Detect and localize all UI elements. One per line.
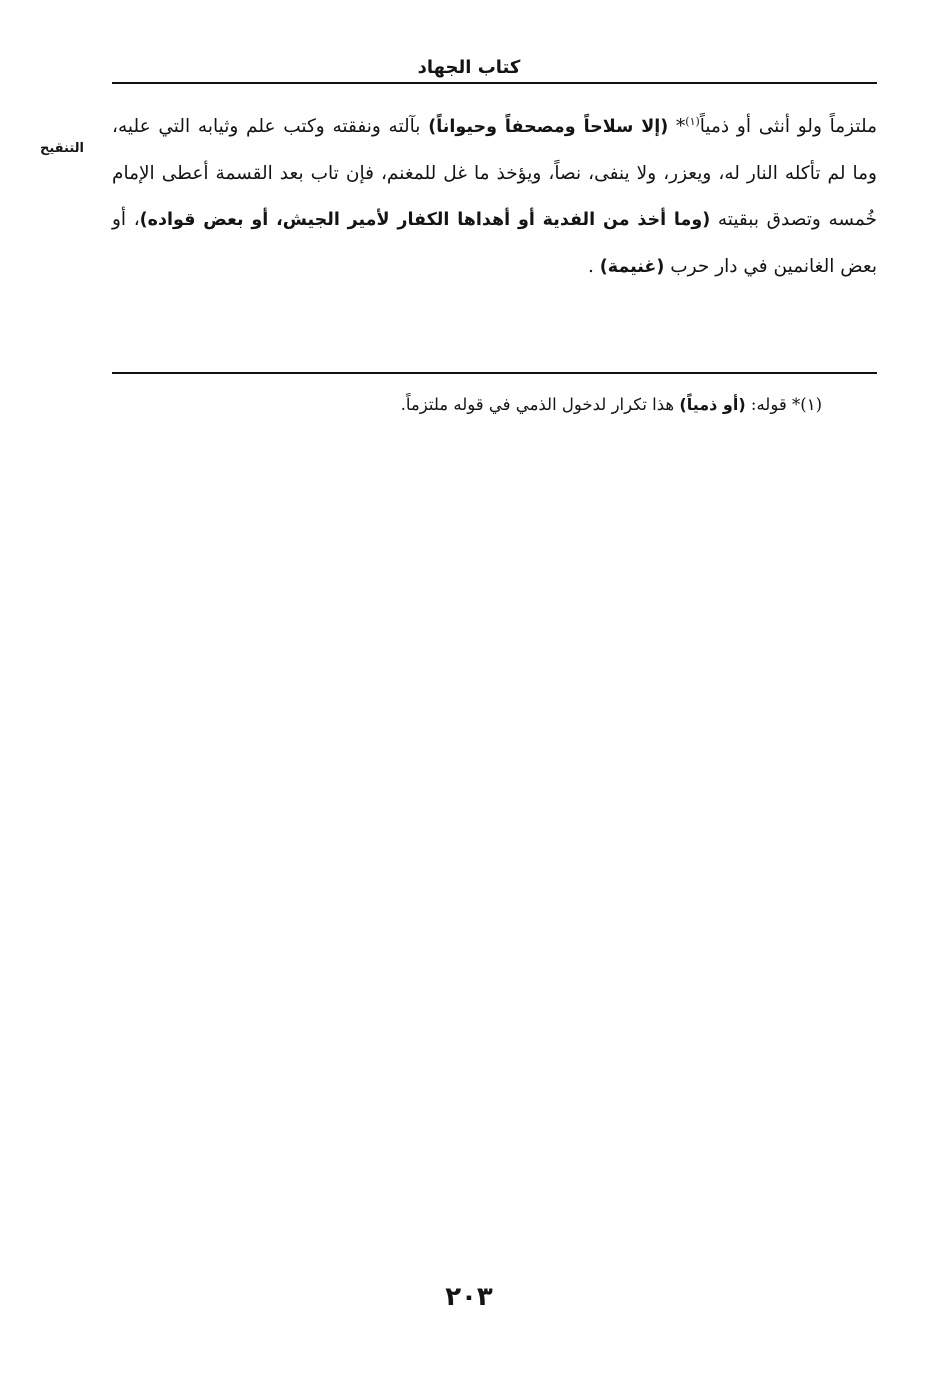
- page-number: ٢٠٣: [445, 1282, 493, 1312]
- footnote-rule: [112, 372, 877, 374]
- main-text-segment: .: [588, 255, 600, 277]
- running-header-title: كتاب الجهاد: [417, 57, 521, 78]
- footnote-text: هذا تكرار لدخول الذمي في قوله ملتزماً.: [400, 395, 680, 414]
- footnote: [112, 388, 822, 422]
- main-text-segment: بآلته ونفقته وكتب علم وثيابه التي عليه، وما لم تأكله النار له، ويعزر، ولا ينفى، نصاً، ويؤخذ ما غل للمغنم، فإن تاب بعد القسمة أعطى الإمام خُمسه وتصدق ببقيته: [112, 116, 877, 230]
- matn-bold-segment: (غنيمة): [599, 256, 665, 277]
- footnote-bold-quote: (أو ذمياً): [679, 395, 746, 414]
- footnote-marker: (١)* قوله:: [745, 395, 822, 414]
- main-text-segment: ملتزماً ولو أنثى أو ذمياً: [699, 116, 877, 137]
- main-text-paragraph: [112, 104, 877, 290]
- header-rule: [112, 82, 877, 84]
- matn-bold-segment: (إلا سلاحاً ومصحفاً وحيواناً): [428, 117, 669, 137]
- asterisk-marker: *: [668, 116, 686, 137]
- margin-label: التنقيح: [40, 141, 84, 156]
- footnote-reference: (١): [685, 114, 700, 128]
- main-text-segment: ، أو بعض الغانمين في دار حرب: [112, 209, 877, 277]
- matn-bold-segment: (وما أخذ من الفدية أو أهداها الكفار لأمير الجيش، أو بعض قواده): [139, 210, 711, 230]
